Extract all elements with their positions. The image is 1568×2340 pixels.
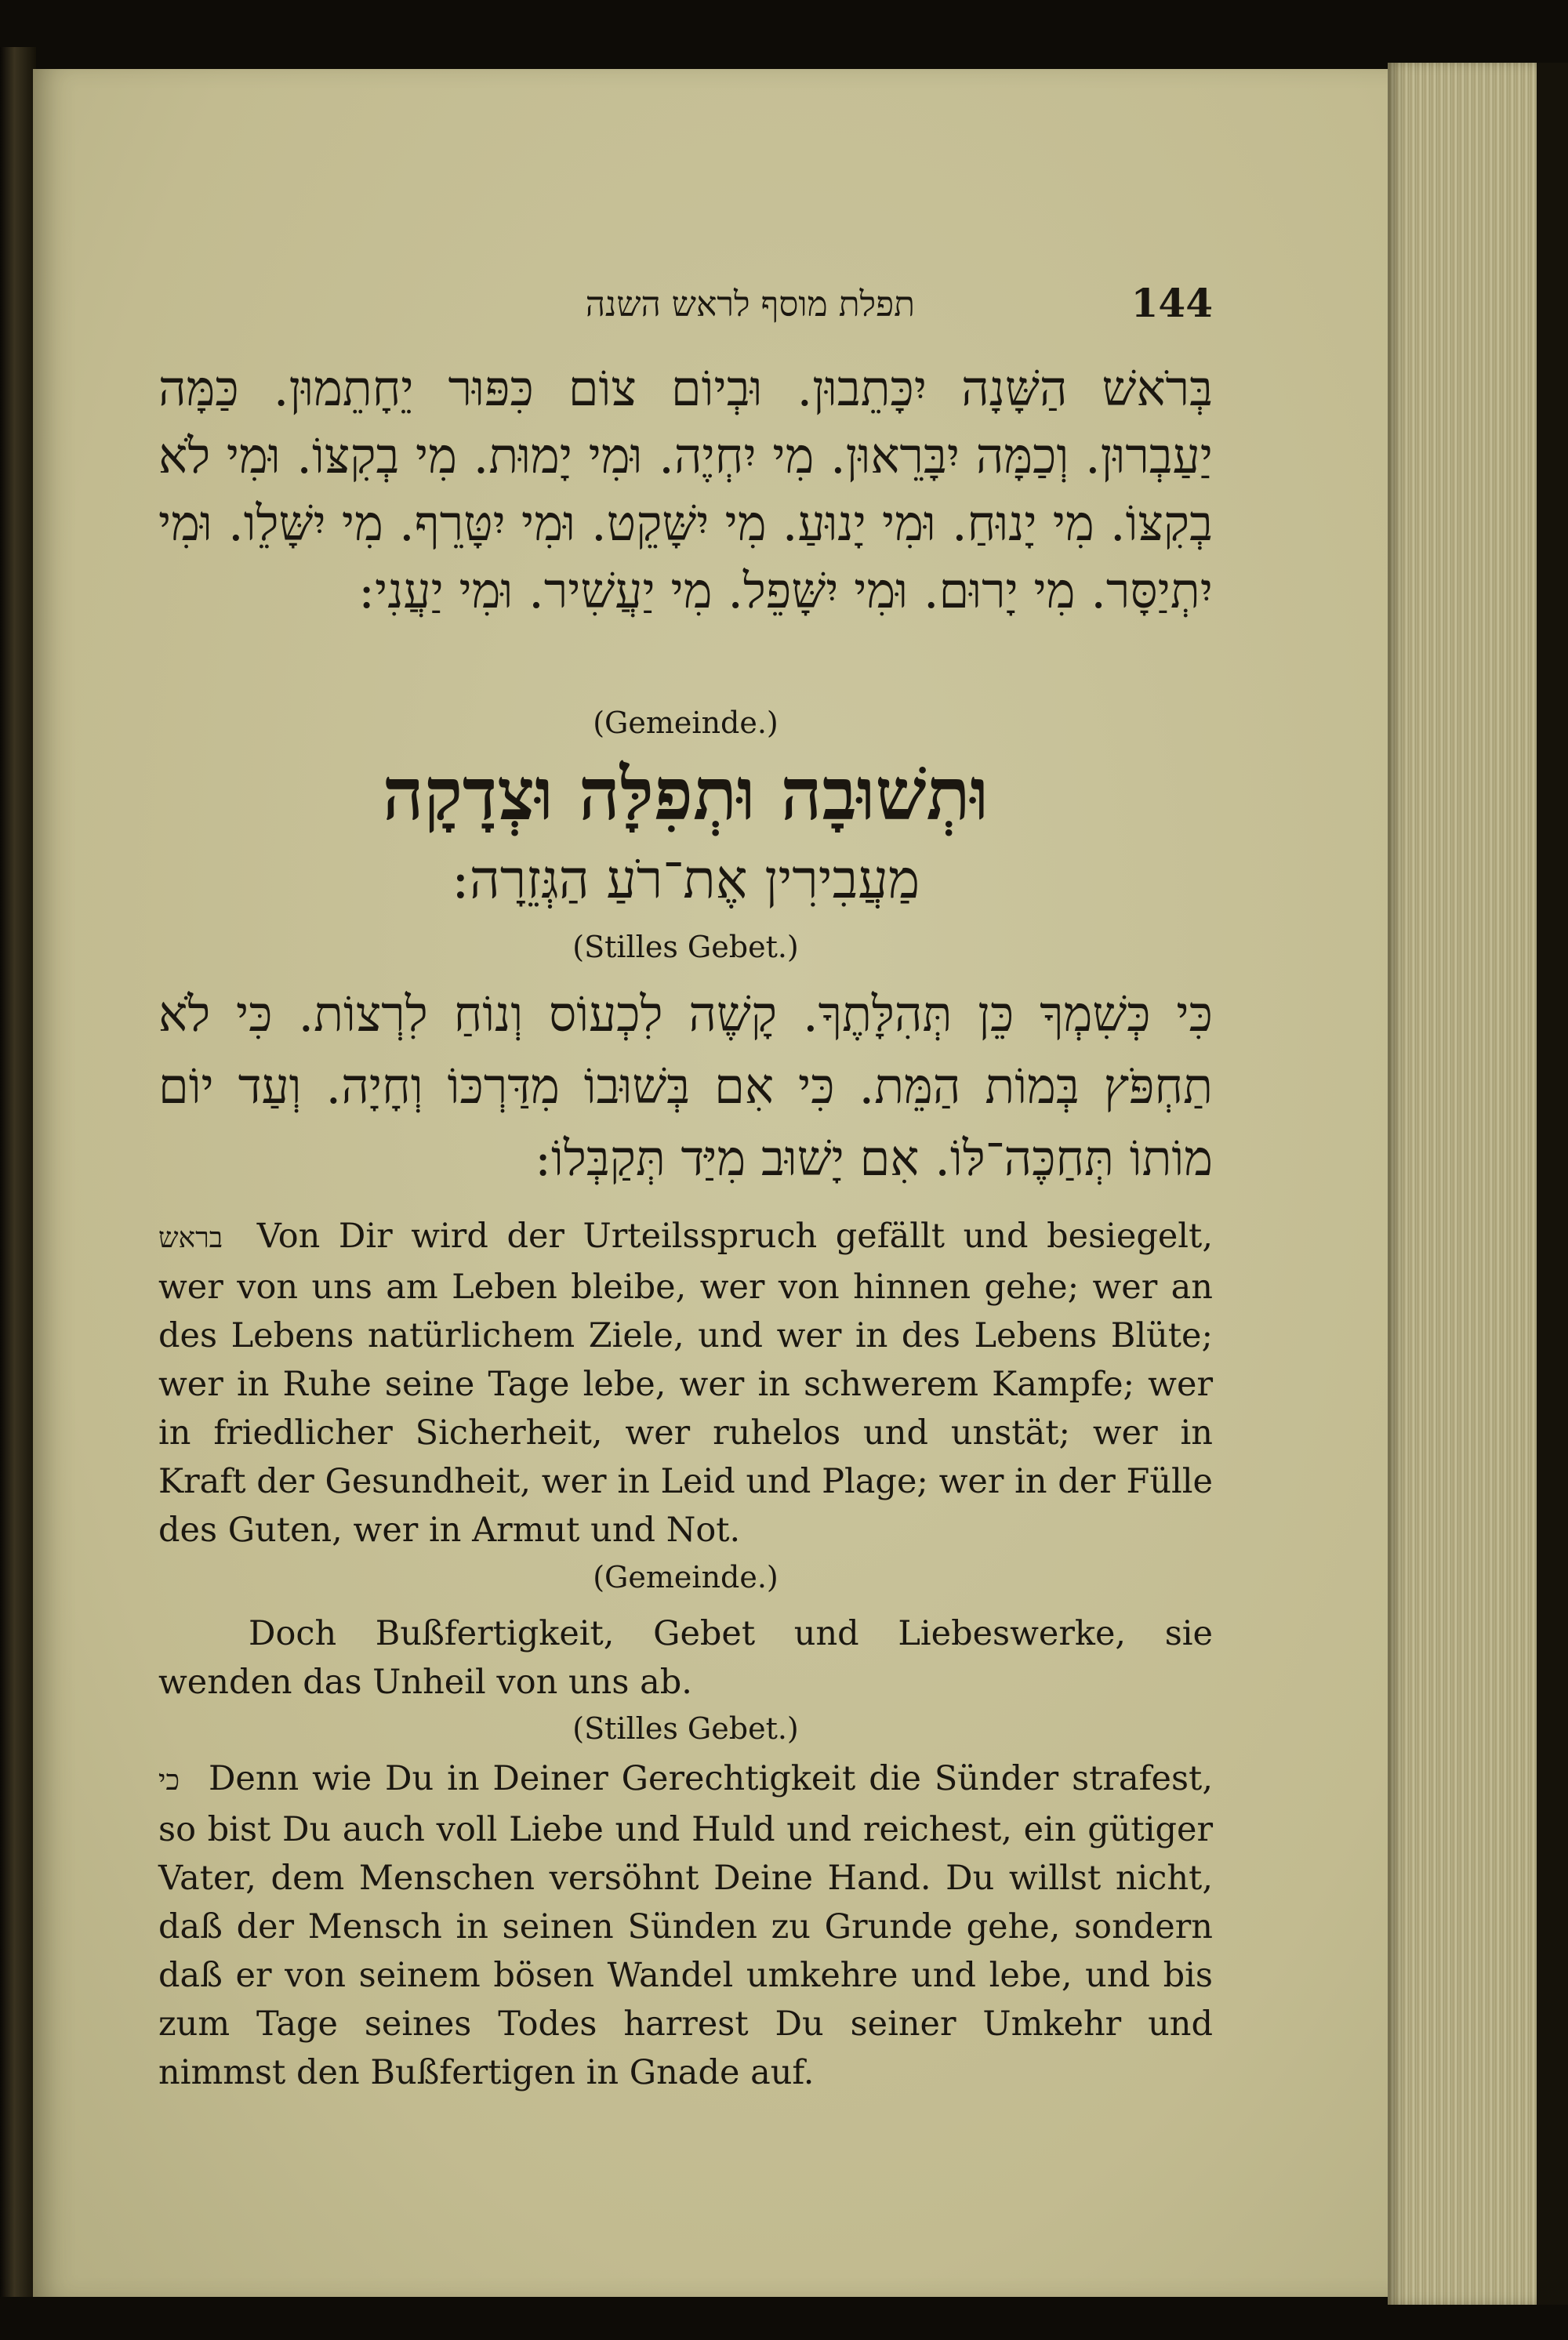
german-paragraph-1: [158, 1212, 1213, 1555]
running-header: [158, 280, 1213, 332]
hebrew-heading: וּתְשׁוּבָה וּתְפִלָּה וּצְדָקָה: [382, 752, 989, 836]
german-paragraph-1-text: Von Dir wird der Urteilsspruch gefällt und besiegelt, wer von uns am Leben bleibe, wer von hinnen gehe; wer an des Lebens natürlichem Ziele, und wer in des Lebens Blüte; wer in Ruhe seine Tage lebe, wer in schwerem Kampfe; wer in friedlicher Sicherheit, wer ruhelos und unstät; wer in Kraft der Gesundheit, wer in Leid und Plage; wer in der Fülle des Guten, wer in Armut und Not.: [158, 1217, 1214, 1550]
hebrew-running-title: תפלת מוסף לראש השנה: [585, 285, 915, 325]
german-paragraph-2: Doch Bußfertigkeit, Gebet und Liebeswerke, sie wenden das Unheil von uns ab.: [158, 1614, 1213, 1702]
hebrew-paragraph-2: כִּי כְּשִׁמְךָ כֵּן תְּהִלָּתֶךָ. קָשֶׁה לִכְעוֹס וְנוֹחַ לִרְצוֹת. כִּי לֹא תַחְפֹּץ בְּמוֹת הַמֵּת. כִּי אִם בְּשׁוּבוֹ מִדַּרְכּוֹ וְחָיָה. וְעַד יוֹם מוֹתוֹ תְּחַכֶּה־לּוֹ. אִם יָשׁוּב מִיַּד תְּקַבְּלוֹ:: [158, 985, 1213, 1187]
german-paragraph-3-text: Denn wie Du in Deiner Gerechtigkeit die Sünder strafest, so bist Du auch voll Liebe und Huld und reichest, ein gütiger Vater, dem Menschen versöhnt Deine Hand. Du willst nicht, daß der Mensch in seinen Sünden zu Grunde gehe, sondern daß er von seinem bösen Wandel umkehre und lebe, und bis zum Tage seines Todes harrest Du seiner Umkehr und nimmst den Bußfertigen in Gnade auf.: [158, 1759, 1213, 2092]
german-paragraph-3: [158, 1754, 1213, 2097]
page-number: 144: [1131, 280, 1213, 326]
page-content: [158, 69, 1213, 2297]
label-stilles-gebet-2: (Stilles Gebet.): [572, 1711, 799, 1746]
book-page: [33, 69, 1401, 2297]
hebrew-paragraph-1: בְּרֹאשׁ הַשָּׁנָה יִכָּתֵבוּן. וּבְיוֹם צוֹם כִּפּוּר יֵחָתֵמוּן. כַּמָּה יַעַבְרוּן. וְכַמָּה יִבָּרֵאוּן. מִי יִחְיֶה. וּמִי יָמוּת. מִי בְקִצּוֹ. וּמִי לֹא בְקִצּוֹ. מִי יָנוּחַ. וּמִי יָנוּעַ. מִי יִשָּׁקֵט. וּמִי יִטָּרֵף. מִי יִשָּׁלֵו. וּמִי יִתְיַסָּר. מִי יָרוּם. וּמִי יִשָּׁפֵל. מִי יַעֲשִׁיר. וּמִי יַעֲנִי:: [158, 360, 1213, 619]
label-stilles-gebet-1: (Stilles Gebet.): [572, 930, 799, 964]
label-gemeinde-2: (Gemeinde.): [593, 1560, 779, 1594]
hebrew-marker-2: כי: [158, 1765, 180, 1797]
left-page-edge: [0, 47, 36, 2297]
hebrew-subheading: מַעֲבִירִין אֶת־רֹעַ הַגְּזֵרָה:: [451, 849, 920, 911]
label-gemeinde-1: (Gemeinde.): [593, 706, 779, 740]
page-stack-edge: [1388, 63, 1537, 2305]
hebrew-marker-1: בראש: [158, 1222, 223, 1254]
book-shadow: [1537, 63, 1568, 2305]
